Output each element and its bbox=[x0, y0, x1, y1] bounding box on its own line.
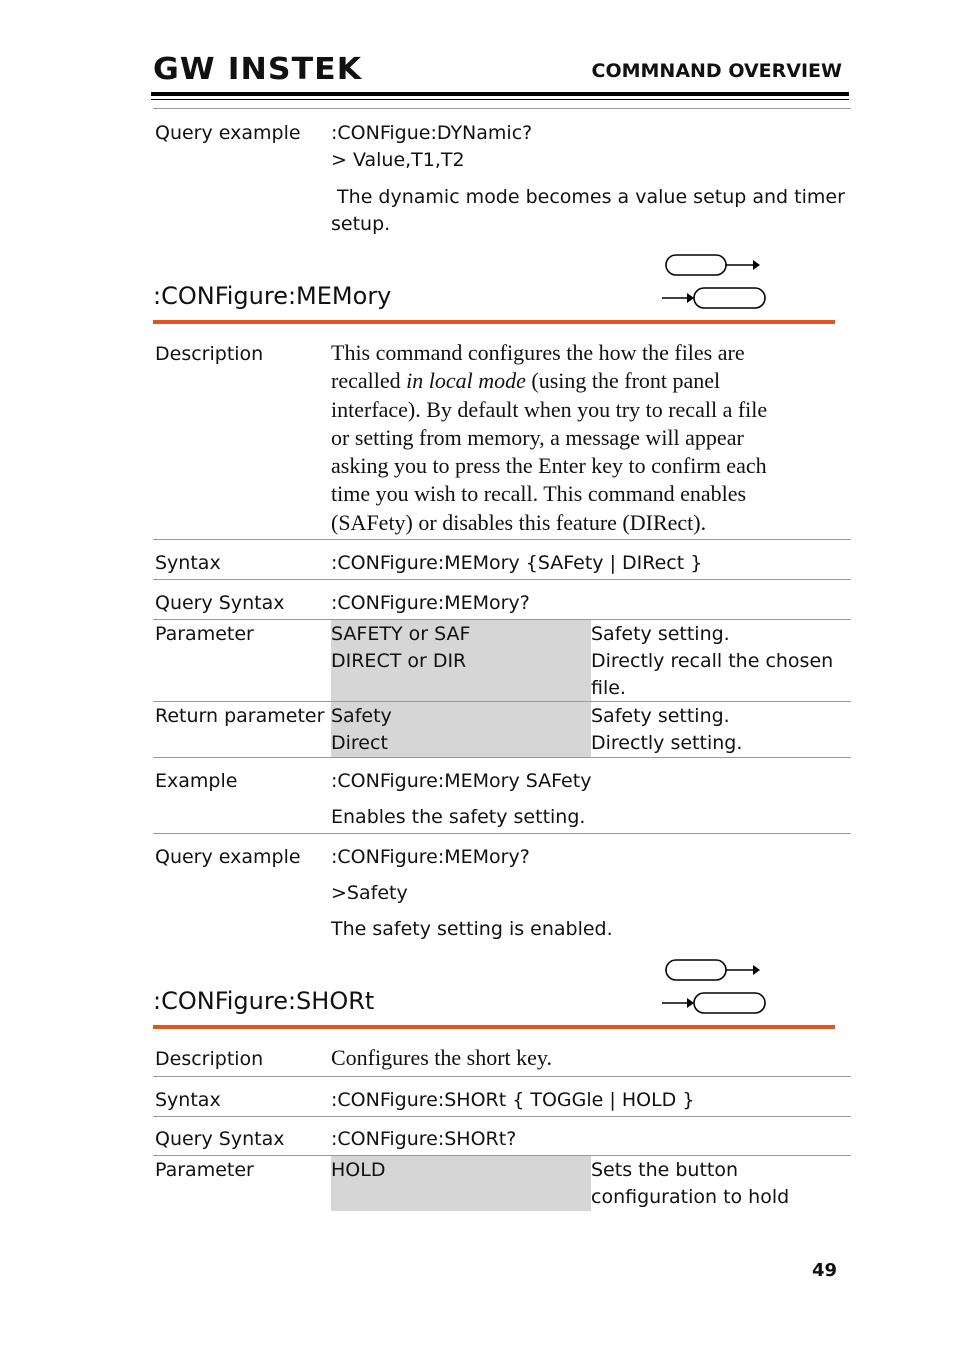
divider bbox=[153, 108, 851, 109]
set-query-icon bbox=[660, 959, 770, 1017]
memory-query-example-resp: >Safety bbox=[331, 882, 408, 904]
memory-description-label: Description bbox=[155, 343, 264, 365]
short-title-rule bbox=[153, 1025, 835, 1029]
top-query-label: Query example bbox=[155, 122, 301, 144]
memory-query-syntax-label: Query Syntax bbox=[155, 592, 285, 614]
divider bbox=[153, 757, 851, 758]
param-desc-cont: file. bbox=[591, 677, 626, 699]
memory-syntax-label: Syntax bbox=[155, 552, 221, 574]
short-description-label: Description bbox=[155, 1048, 264, 1070]
return-name: Safety bbox=[331, 705, 392, 727]
header-rule-thick bbox=[151, 92, 849, 96]
short-param-desc-cont: configuration to hold bbox=[591, 1186, 790, 1208]
short-query-syntax: :CONFigure:SHORt? bbox=[331, 1128, 517, 1150]
memory-query-example-desc: The safety setting is enabled. bbox=[331, 918, 613, 940]
memory-title-rule bbox=[153, 320, 835, 324]
return-desc: Directly setting. bbox=[591, 732, 743, 754]
page-number: 49 bbox=[812, 1260, 838, 1281]
short-parameter-label: Parameter bbox=[155, 1159, 254, 1181]
top-query-desc-2: setup. bbox=[331, 213, 391, 235]
memory-query-example-label: Query example bbox=[155, 846, 301, 868]
divider bbox=[153, 1116, 851, 1117]
short-description: Configures the short key. bbox=[331, 1045, 552, 1070]
short-param-desc: Sets the button bbox=[591, 1159, 739, 1181]
memory-example-cmd: :CONFigure:MEMory SAFety bbox=[331, 770, 592, 792]
top-query-response: > Value,T1,T2 bbox=[331, 149, 465, 171]
divider bbox=[153, 833, 851, 834]
param-desc: Safety setting. bbox=[591, 623, 730, 645]
memory-section-title: :CONFigure:MEMory bbox=[153, 282, 392, 310]
short-syntax: :CONFigure:SHORt { TOGGle | HOLD } bbox=[331, 1089, 695, 1111]
memory-example-label: Example bbox=[155, 770, 238, 792]
short-param-name: HOLD bbox=[331, 1159, 386, 1181]
memory-query-syntax: :CONFigure:MEMory? bbox=[331, 592, 530, 614]
divider bbox=[153, 579, 851, 580]
gw-instek-logo: GW INSTEK bbox=[153, 52, 363, 87]
divider bbox=[153, 1076, 851, 1077]
memory-parameter-label: Parameter bbox=[155, 623, 254, 645]
top-query-desc-1: The dynamic mode becomes a value setup and timer bbox=[331, 186, 845, 208]
param-desc: Directly recall the chosen bbox=[591, 650, 834, 672]
memory-example-desc: Enables the safety setting. bbox=[331, 806, 586, 828]
divider bbox=[153, 539, 851, 540]
top-query-cmd: :CONFigue:DYNamic? bbox=[331, 122, 533, 144]
return-desc: Safety setting. bbox=[591, 705, 730, 727]
memory-description: This command configures the how the files are recalled in local mode (using the front panel interface). By default when you try to recall a file or setting from memory, a message will appear asking you to press the Enter key to confirm each time you wish to recall. This command enables (SAFety) or disables this feature (DIRect). bbox=[331, 340, 768, 535]
set-query-icon bbox=[660, 254, 770, 312]
memory-query-example-cmd: :CONFigure:MEMory? bbox=[331, 846, 530, 868]
memory-return-label: Return parameter bbox=[155, 705, 325, 727]
return-name: Direct bbox=[331, 732, 388, 754]
header-rule-thin bbox=[151, 99, 849, 100]
short-query-syntax-label: Query Syntax bbox=[155, 1128, 285, 1150]
param-name: SAFETY or SAF bbox=[331, 623, 471, 645]
param-name: DIRECT or DIR bbox=[331, 650, 467, 672]
short-section-title: :CONFigure:SHORt bbox=[153, 987, 375, 1015]
short-syntax-label: Syntax bbox=[155, 1089, 221, 1111]
memory-syntax: :CONFigure:MEMory {SAFety | DIRect } bbox=[331, 552, 703, 574]
header-title: COMMNAND OVERVIEW bbox=[591, 60, 842, 82]
